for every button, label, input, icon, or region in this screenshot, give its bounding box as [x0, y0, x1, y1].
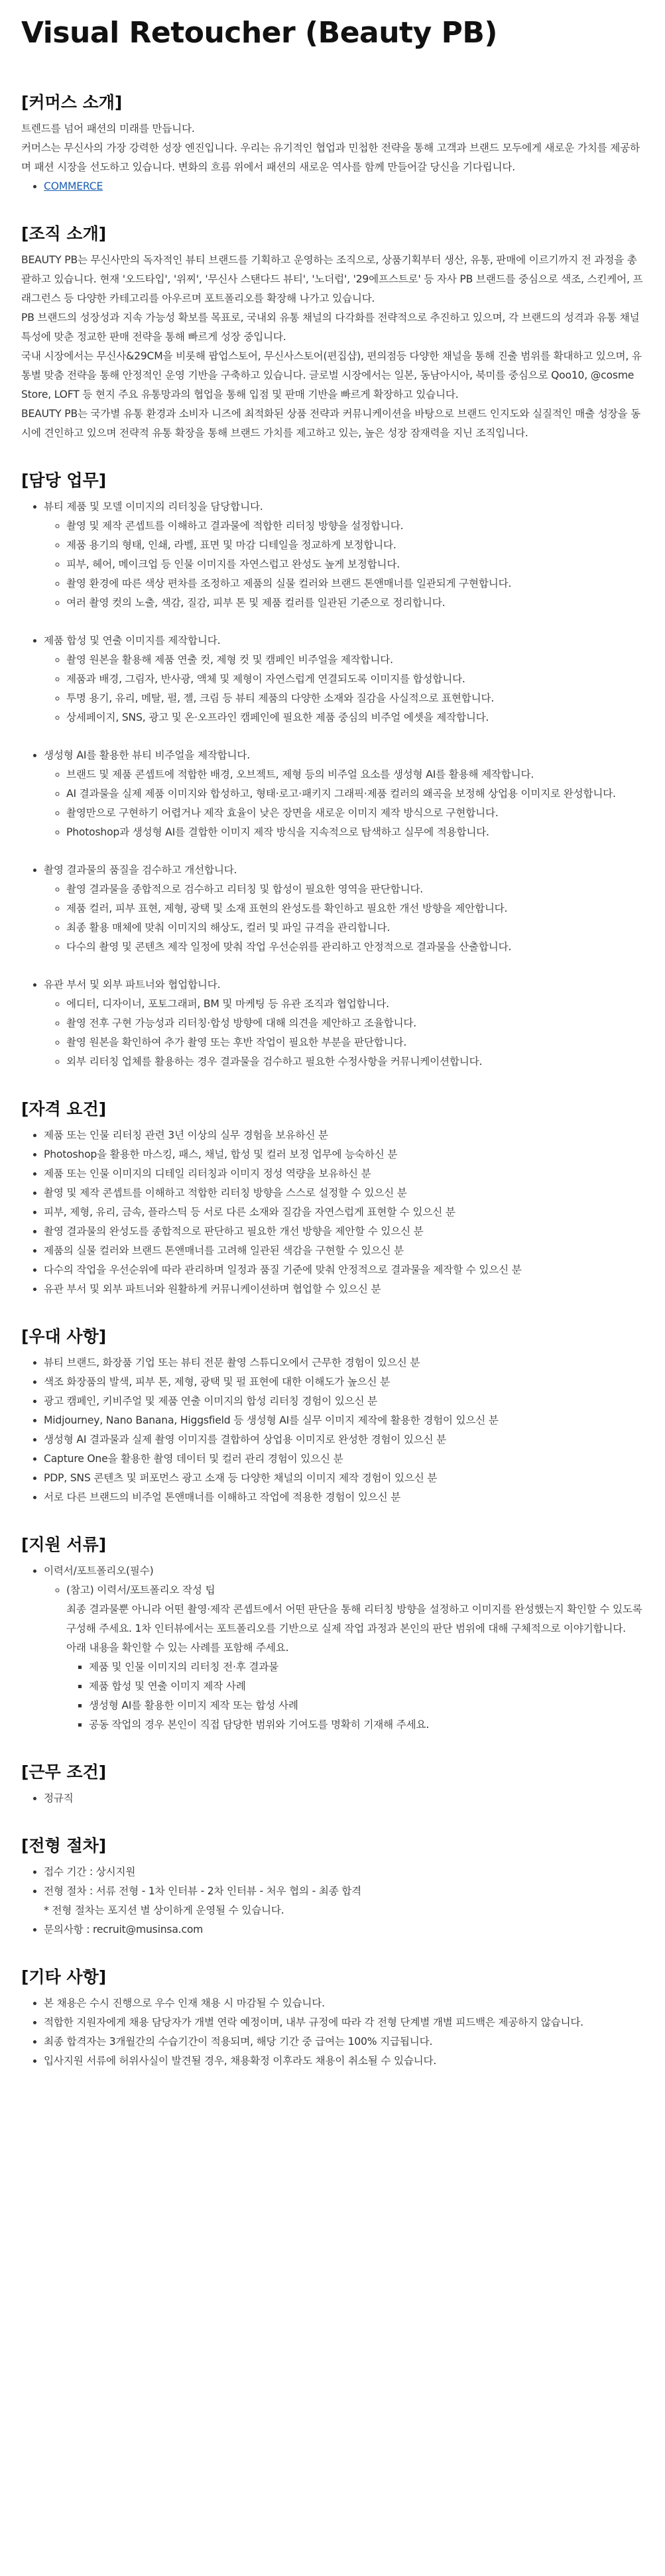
section-process — [21, 1835, 644, 1939]
paragraph: 국내 시장에서는 무신사&29CM을 비롯해 팝업스토어, 무신사스토어(편집샵), 편의점등 다양한 채널을 통해 진출 범위를 확대하고 있으며, 유통별 맞춤 전략을 통해 안정적인 운영 기반을 구축하고 있습니다. 글로벌 시장에서는 일본, 동남아시아, 북미를 중심으로 Qoo10, @cosme Store, LOFT 등 현지 주요 유통망과의 협업을 통해 입점 및 판매 기반을 빠르게 확장하고 있습니다. — [21, 350, 642, 400]
list-item: ◦ 투명 용기, 유리, 메탈, 펄, 젤, 크림 등 뷰티 제품의 다양한 소재와 질감을 사실적으로 표현합니다. — [66, 689, 644, 708]
duty-group-title: 제품 합성 및 연출 이미지를 제작합니다. — [44, 635, 221, 646]
section-etc — [21, 1966, 644, 2071]
list-item: ◦ 촬영 결과물을 종합적으로 검수하고 리터칭 및 합성이 필요한 영역을 판단합니다. — [66, 880, 644, 899]
list-item: ◦ Photoshop과 생성형 AI를 결합한 이미지 제작 방식을 지속적으로 탐색하고 실무에 적용합니다. — [66, 823, 644, 842]
list-item: ◦ 촬영 원본을 확인하여 추가 촬영 또는 후반 작업이 필요한 부분을 판단합니다. — [66, 1033, 644, 1052]
list-item: ◦ 최종 활용 매체에 맞춰 이미지의 해상도, 컬러 및 파일 규격을 관리합니다. — [66, 918, 644, 938]
list-item: • PDP, SNS 콘텐츠 및 퍼포먼스 광고 소재 등 다양한 채널의 이미지 제작 경험이 있으신 분 — [44, 1469, 644, 1488]
duty-group-title: 생성형 AI를 활용한 뷰티 비주얼을 제작합니다. — [44, 749, 250, 761]
list-item: ▪ 제품 및 인물 이미지의 리터칭 전·후 결과물 — [89, 1658, 644, 1677]
list-item: • 적합한 지원자에게 채용 담당자가 개별 연락 예정이며, 내부 규정에 따라 각 전형 단계별 개별 피드백은 제공하지 않습니다. — [44, 2013, 644, 2032]
paragraph: 커머스는 무신사의 가장 강력한 성장 엔진입니다. 우리는 유기적인 협업과 민첩한 전략을 통해 고객과 브랜드 모두에게 새로운 가치를 제공하며 패션 시장을 선도하고 있습니다. 변화의 흐름 위에서 패션의 새로운 역사를 함께 만들어갈 당신을 기다립니다. — [21, 142, 640, 173]
section-qualifications — [21, 1098, 644, 1299]
section-duties — [21, 469, 644, 1072]
list-item: ▪ 제품 합성 및 연출 이미지 제작 사례 — [89, 1677, 644, 1696]
paragraph: BEAUTY PB는 무신사만의 독자적인 뷰티 브랜드를 기획하고 운영하는 조직으로, 상품기획부터 생산, 유통, 판매에 이르기까지 전 과정을 총괄하고 있습니다. 현재 '오드타입', '위찌', '무신사 스탠다드 뷰티', '노더럽', '29에프스트로' 등 자사 PB 브랜드를 중심으로 색조, 스킨케어, 프래그런스 등 다양한 카테고리를 아우르며 포트폴리오를 확장해 나가고 있습니다. — [21, 254, 643, 304]
list-item: • 제품 또는 인물 이미지의 디테일 리터칭과 이미지 정성 역량을 보유하신 분 — [44, 1164, 644, 1184]
list-item: • 제품 또는 인물 리터칭 관련 3년 이상의 실무 경험을 보유하신 분 — [44, 1126, 644, 1145]
list-item: • 입사지원 서류에 허위사실이 발견될 경우, 채용확정 이후라도 채용이 취소될 수 있습니다. — [44, 2052, 644, 2071]
section-heading: [조직 소개] — [21, 224, 107, 243]
list-item — [44, 177, 644, 196]
list-item: • 촬영 및 제작 콘셉트를 이해하고 적합한 리터칭 방향을 스스로 설정할 수 있으신 분 — [44, 1184, 644, 1203]
list-item: • 촬영 결과물의 완성도를 종합적으로 판단하고 필요한 개선 방향을 제안할 수 있으신 분 — [44, 1222, 644, 1241]
list-item: ◦ 촬영 전후 구현 가능성과 리터칭·합성 방향에 대해 의견을 제안하고 조율합니다. — [66, 1014, 644, 1033]
section-heading: [자격 요건] — [21, 1099, 107, 1119]
list-item: • 피부, 제형, 유리, 금속, 플라스틱 등 서로 다른 소재와 질감을 자연스럽게 표현할 수 있으신 분 — [44, 1203, 644, 1222]
section-preferred — [21, 1325, 644, 1507]
list-item: • 생성형 AI 결과물과 실제 촬영 이미지를 결합하여 상업용 이미지로 완성한 경험이 있으신 분 — [44, 1430, 644, 1449]
commerce-link[interactable]: COMMERCE — [44, 180, 103, 192]
list-item — [44, 1882, 644, 1920]
list-item: ◦ 제품과 배경, 그림자, 반사광, 액체 및 제형이 자연스럽게 연결되도록 이미지를 합성합니다. — [66, 670, 644, 689]
list-item: ▪ 생성형 AI를 활용한 이미지 제작 또는 합성 사례 — [89, 1696, 644, 1715]
list-item: • 유관 부서 및 외부 파트너와 원활하게 커뮤니케이션하며 협업할 수 있으신 분 — [44, 1280, 644, 1299]
list-item: ◦ 외부 리터칭 업체를 활용하는 경우 결과물을 검수하고 필요한 수정사항을 커뮤니케이션합니다. — [66, 1052, 644, 1072]
paragraph: BEAUTY PB는 국가별 유통 환경과 소비자 니즈에 최적화된 상품 전략과 커뮤니케이션을 바탕으로 브랜드 인지도와 실질적인 매출 성장을 동시에 견인하고 있으며 전략적 유통 확장을 통해 브랜드 가치를 제고하고 있는, 높은 성장 잠재력을 지닌 조직입니다. — [21, 408, 640, 439]
list-item-text: 이력서/포트폴리오(필수) — [44, 1565, 154, 1577]
section-heading: [근무 조건] — [21, 1762, 107, 1782]
duty-group-title: 뷰티 제품 및 모델 이미지의 리터칭을 담당합니다. — [44, 501, 263, 513]
section-heading: [담당 업무] — [21, 471, 107, 490]
section-heading: [전형 절차] — [21, 1836, 107, 1855]
list-item: • 서로 다른 브랜드의 비주얼 톤앤매너를 이해하고 작업에 적용한 경험이 있으신 분 — [44, 1488, 644, 1507]
list-item: • 뷰티 브랜드, 화장품 기업 또는 뷰티 전문 촬영 스튜디오에서 근무한 경험이 있으신 분 — [44, 1353, 644, 1373]
list-item: ◦ 여러 촬영 컷의 노출, 색감, 질감, 피부 톤 및 제품 컬러를 일관된 기준으로 정리합니다. — [66, 593, 644, 613]
list-item: • 접수 기간 : 상시지원 — [44, 1863, 644, 1882]
tip-title: ◦ (참고) 이력서/포트폴리오 작성 팁 — [66, 1584, 215, 1596]
list-item: • 문의사항 : recruit@musinsa.com — [44, 1920, 644, 1939]
list-item: ▪ 공동 작업의 경우 본인이 직접 담당한 범위와 기여도를 명확히 기재해 주세요. — [89, 1715, 644, 1735]
list-item: • 다수의 작업을 우선순위에 따라 관리하며 일정과 품질 기준에 맞춰 안정적으로 결과물을 제작할 수 있으신 분 — [44, 1260, 644, 1280]
list-item: ◦ 촬영 및 제작 콘셉트를 이해하고 결과물에 적합한 리터칭 방향을 설정합니다. — [66, 517, 644, 536]
tip-text: 아래 내용을 확인할 수 있는 사례를 포함해 주세요. — [66, 1642, 289, 1654]
link-list — [21, 177, 644, 196]
section-commerce — [21, 92, 644, 196]
list-item: ◦ 촬영 환경에 따른 색상 편차를 조정하고 제품의 실물 컬러와 브랜드 톤앤매너를 일관되게 구현합니다. — [66, 574, 644, 593]
list-item: • Capture One을 활용한 촬영 데이터 및 컬러 관리 경험이 있으신 분 — [44, 1449, 644, 1469]
list-item: • 제품의 실물 컬러와 브랜드 톤앤매너를 고려해 일관된 색감을 구현할 수 있으신 분 — [44, 1241, 644, 1260]
section-heading: [기타 사항] — [21, 1967, 107, 1987]
list-item: ◦ AI 결과물을 실제 제품 이미지와 합성하고, 형태·로고·패키지 그래픽·제품 컬러의 왜곡을 보정해 상업용 이미지로 완성합니다. — [66, 784, 644, 804]
list-item: ◦ 상세페이지, SNS, 광고 및 온·오프라인 캠페인에 필요한 제품 중심의 비주얼 에셋을 제작합니다. — [66, 708, 644, 727]
list-item: ◦ 피부, 헤어, 메이크업 등 인물 이미지를 자연스럽고 완성도 높게 보정합니다. — [66, 555, 644, 574]
list-item: • 정규직 — [44, 1789, 644, 1808]
duty-group — [44, 975, 644, 1072]
section-heading: [커머스 소개] — [21, 93, 123, 112]
list-item: ◦ 브랜드 및 제품 콘셉트에 적합한 배경, 오브젝트, 제형 등의 비주얼 요소를 생성형 AI를 활용해 제작합니다. — [66, 765, 644, 784]
list-item-text: • 전형 절차 : 서류 전형 - 1차 인터뷰 - 2차 인터뷰 - 처우 협의 - 최종 합격 — [44, 1885, 362, 1897]
list-item: ◦ 촬영 원본을 활용해 제품 연출 컷, 제형 컷 및 캠페인 비주얼을 제작합니다. — [66, 650, 644, 670]
list-item: ◦ 다수의 촬영 및 콘텐츠 제작 일정에 맞춰 작업 우선순위를 관리하고 안정적으로 결과물을 산출합니다. — [66, 938, 644, 957]
list-item: ◦ 제품 컬러, 피부 표현, 제형, 광택 및 소재 표현의 완성도를 확인하고 필요한 개선 방향을 제안합니다. — [66, 899, 644, 918]
section-org — [21, 223, 644, 443]
list-item — [66, 1581, 644, 1735]
list-item: ◦ 에디터, 디자이너, 포토그래퍼, BM 및 마케팅 등 유관 조직과 협업합니다. — [66, 995, 644, 1014]
duty-group-title: 촬영 결과물의 품질을 검수하고 개선합니다. — [44, 864, 237, 876]
list-item: • 최종 합격자는 3개월간의 수습기간이 적용되며, 해당 기간 중 급여는 100% 지급됩니다. — [44, 2032, 644, 2052]
duty-group-title: 유관 부서 및 외부 파트너와 협업합니다. — [44, 979, 221, 991]
list-item: • 광고 캠페인, 키비주얼 및 제품 연출 이미지의 합성 리터칭 경험이 있으신 분 — [44, 1392, 644, 1411]
paragraph: PB 브랜드의 성장성과 지속 가능성 확보를 목표로, 국내외 유통 채널의 다각화를 전략적으로 추진하고 있으며, 각 브랜드의 성격과 유통 채널 특성에 맞춘 정교한 판매 전략을 통해 빠르게 성장 중입니다. — [21, 312, 640, 343]
process-note: * 전형 절차는 포지션 별 상이하게 운영될 수 있습니다. — [44, 1904, 284, 1916]
list-item: ◦ 제품 용기의 형태, 인쇄, 라벨, 표면 및 마감 디테일을 정교하게 보정합니다. — [66, 536, 644, 555]
duty-group — [44, 861, 644, 957]
duty-group — [44, 631, 644, 727]
duty-list — [21, 497, 644, 1072]
paragraph: 트렌드를 넘어 패션의 미래를 만듭니다. — [21, 123, 195, 135]
list-item: • 본 채용은 수시 진행으로 우수 인재 채용 시 마감될 수 있습니다. — [44, 1994, 644, 2013]
section-conditions — [21, 1761, 644, 1808]
section-heading: [지원 서류] — [21, 1535, 107, 1554]
duty-group — [44, 746, 644, 842]
list-item: ◦ 촬영만으로 구현하기 어렵거나 제작 효율이 낮은 장면을 새로운 이미지 제작 방식으로 구현합니다. — [66, 804, 644, 823]
duty-group — [44, 497, 644, 613]
page-title: Visual Retoucher (Beauty PB) — [21, 16, 497, 50]
list-item: • Midjourney, Nano Banana, Higgsfield 등 생성형 AI를 실무 이미지 제작에 활용한 경험이 있으신 분 — [44, 1411, 644, 1430]
list-item — [44, 1562, 644, 1735]
tip-text: 최종 결과물뿐 아니라 어떤 촬영·제작 콘셉트에서 어떤 판단을 통해 리터칭 방향을 설정하고 이미지를 완성했는지 확인할 수 있도록 구성해 주세요. 1차 인터뷰에서는 포트폴리오를 기반으로 실제 작업 과정과 본인의 판단 범위에 대해 구체적으로 이야기합니다. — [66, 1603, 642, 1634]
section-documents — [21, 1534, 644, 1735]
list-item: • Photoshop을 활용한 마스킹, 패스, 채널, 합성 및 컬러 보정 업무에 능숙하신 분 — [44, 1145, 644, 1164]
section-heading: [우대 사항] — [21, 1327, 107, 1346]
list-item: • 색조 화장품의 발색, 피부 톤, 제형, 광택 및 펄 표현에 대한 이해도가 높으신 분 — [44, 1373, 644, 1392]
